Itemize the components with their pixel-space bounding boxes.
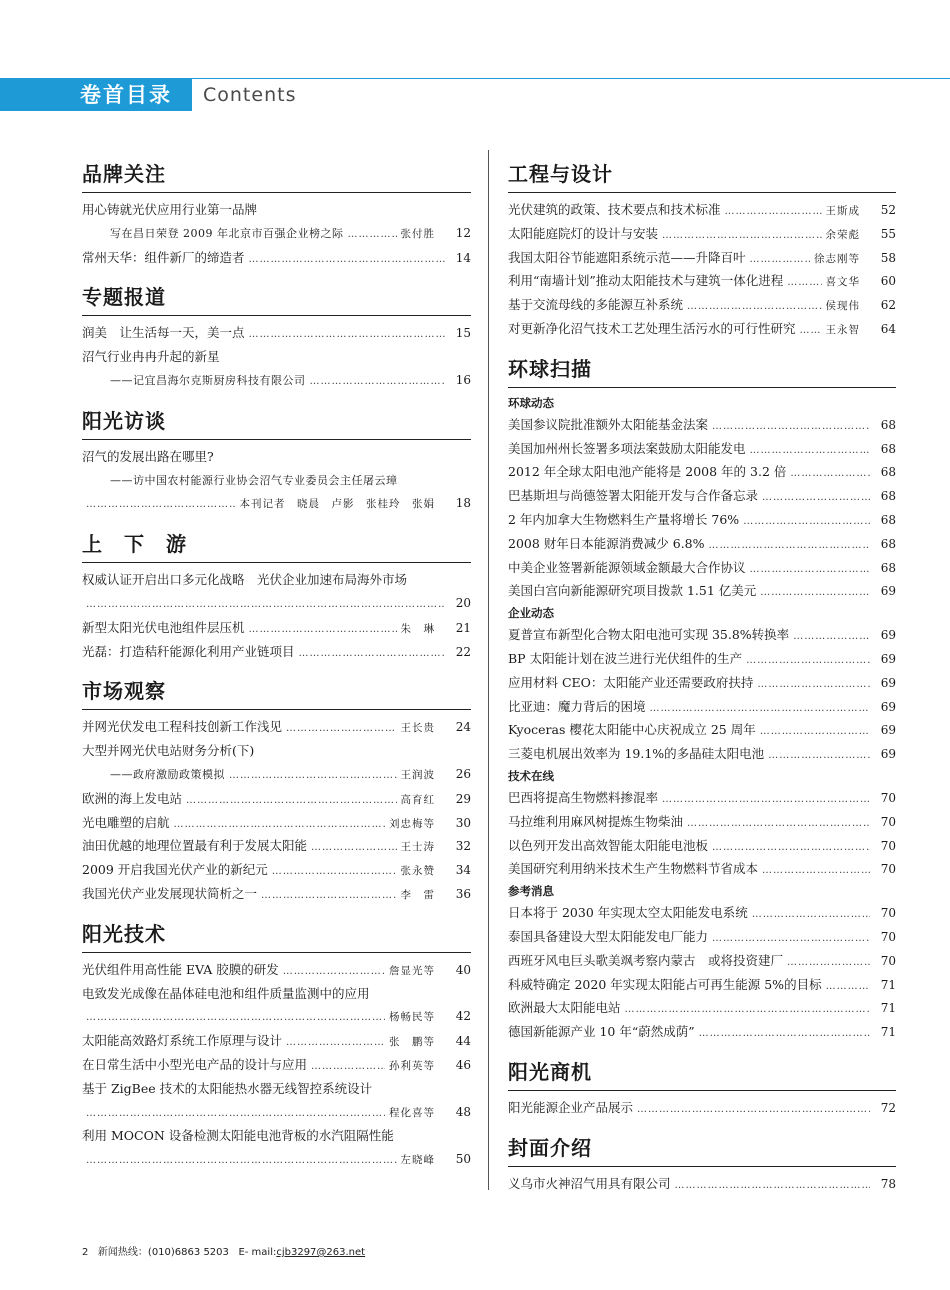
leader-dots <box>272 860 397 882</box>
toc-entry[interactable] <box>508 647 896 671</box>
toc-entry[interactable] <box>508 857 896 881</box>
leader-dots <box>662 224 821 246</box>
toc-entry[interactable] <box>82 982 471 1006</box>
entry-author: 李 雷 <box>400 888 435 901</box>
leader-dots <box>286 717 396 739</box>
entry-page: 30 <box>455 815 471 830</box>
entry-title: 日本将于 2030 年实现太空太阳能发电系统 <box>508 905 748 921</box>
toc-entry[interactable] <box>508 508 896 532</box>
section-title: 阳光技术 <box>82 920 471 953</box>
entry-title: 欧洲最大太阳能电站 <box>508 1000 621 1016</box>
leader-dots <box>675 1174 870 1196</box>
entry-page: 62 <box>880 298 896 313</box>
toc-entry[interactable] <box>82 715 471 739</box>
section-title: 阳光访谈 <box>82 407 471 440</box>
entry-page: 50 <box>455 1152 471 1167</box>
leader-dots <box>762 859 870 881</box>
entry-title: 中美企业签署新能源领域金额最大合作协议 <box>508 559 746 575</box>
entry-title: 基于 ZigBee 技术的太阳能热水器无线智控系统设计 <box>82 1080 373 1096</box>
page-number: 2 <box>82 1247 89 1258</box>
leader-dots <box>86 493 236 516</box>
entry-page: 70 <box>880 906 896 921</box>
entry-title: 阳光能源企业产品展示 <box>508 1099 634 1115</box>
entry-author: 朱 琳 <box>400 622 435 635</box>
toc-entry[interactable] <box>82 763 471 787</box>
leader-dots <box>743 510 870 532</box>
entry-title: ——记宜昌海尔克斯厨房科技有限公司 <box>110 373 306 387</box>
toc-section <box>82 530 471 663</box>
toc-entry[interactable] <box>82 834 471 858</box>
toc-entry[interactable] <box>508 532 896 556</box>
toc-entry[interactable] <box>508 973 896 997</box>
leader-dots <box>760 581 870 603</box>
subsection-label: 企业动态 <box>508 606 554 621</box>
toc-entry[interactable] <box>82 858 471 882</box>
toc-entry[interactable] <box>82 787 471 811</box>
entry-page: 52 <box>880 203 896 217</box>
entry-author: 徐志刚等 <box>814 252 860 265</box>
toc-entry[interactable] <box>82 492 471 516</box>
toc-entry[interactable] <box>508 460 896 484</box>
entry-page: 16 <box>455 372 471 387</box>
toc-entry[interactable] <box>508 222 896 246</box>
entry-author: 刘忠梅等 <box>389 817 435 830</box>
entry-page: 20 <box>455 595 471 610</box>
entry-title: 油田优越的地理位置最有利于发展太阳能 <box>82 838 308 854</box>
leader-dots <box>752 903 870 925</box>
entry-title: 在日常生活中小型光电产品的设计与应用 <box>82 1056 308 1072</box>
entry-author: 喜文华 <box>825 276 860 289</box>
entry-author: 王永智 <box>825 323 860 336</box>
entry-author: 张 鹏等 <box>389 1036 435 1049</box>
entry-author: 高育红 <box>400 793 435 806</box>
leader-dots <box>790 462 870 484</box>
leader-dots <box>826 975 870 997</box>
entry-page: 69 <box>880 723 896 738</box>
leader-dots <box>286 1031 385 1053</box>
entry-page: 29 <box>455 791 471 806</box>
entry-page: 18 <box>455 496 471 511</box>
email-label: E- mail: <box>238 1247 277 1258</box>
toc-entry[interactable] <box>508 695 896 719</box>
toc-entry[interactable] <box>508 1020 896 1044</box>
toc-section <box>82 160 471 269</box>
entry-title: 光伏建筑的政策、技术要点和技术标准 <box>508 202 721 217</box>
toc-section <box>82 677 471 905</box>
entry-author: 张永赞 <box>400 865 435 878</box>
toc-entry[interactable] <box>508 834 896 858</box>
toc-entry[interactable] <box>508 718 896 742</box>
entry-title: 常州天华：组件新厂的缔造者 <box>82 249 245 265</box>
leader-dots <box>311 1055 385 1077</box>
section-title: 环球扫描 <box>508 355 896 388</box>
entry-page: 69 <box>880 651 896 666</box>
toc-entry[interactable] <box>82 1029 471 1053</box>
entry-page: 36 <box>455 886 471 901</box>
leader-dots <box>310 370 446 393</box>
entry-title: 应用材料 CEO：太阳能产业还需要政府扶持 <box>508 674 754 690</box>
entry-page: 60 <box>880 274 896 289</box>
section-title: 封面介绍 <box>508 1134 896 1167</box>
leader-dots <box>787 271 821 293</box>
entry-title: Kyoceras 樱花太阳能中心庆祝成立 25 周年 <box>508 722 756 738</box>
entry-title: 三菱电机展出效率为 19.1%的多晶硅太阳电池 <box>508 746 765 762</box>
entry-page: 69 <box>880 675 896 690</box>
entry-page: 14 <box>455 250 471 265</box>
entry-page: 15 <box>455 326 471 341</box>
entry-page: 68 <box>880 441 896 456</box>
entry-page: 42 <box>455 1009 471 1024</box>
toc-entry[interactable] <box>508 1096 896 1120</box>
entry-title: 我国太阳谷节能遮阳系统示范——升降百叶 <box>508 249 746 265</box>
left-column <box>82 150 471 1172</box>
toc-entry[interactable] <box>82 739 471 763</box>
leader-dots <box>709 534 870 556</box>
entry-page: 71 <box>880 1025 896 1040</box>
entry-title: ——访中国农村能源行业协会沼气专业委员会主任屠云璋 <box>110 473 398 487</box>
entry-title: 2009 开启我国光伏产业的新纪元 <box>82 862 268 878</box>
toc-entry[interactable] <box>508 579 896 603</box>
entry-title: 太阳能庭院灯的设计与安装 <box>508 225 659 241</box>
toc-entry[interactable] <box>82 811 471 835</box>
entry-author: 程化喜等 <box>389 1106 435 1119</box>
entry-title: 以色列开发出高效智能太阳能电池板 <box>508 837 709 853</box>
leader-dots <box>712 836 870 858</box>
entry-page: 70 <box>880 862 896 877</box>
entry-page: 32 <box>455 839 471 854</box>
leader-dots <box>750 558 870 580</box>
entry-title: 2012 年全球太阳电池产能将是 2008 年的 3.2 倍 <box>508 464 787 480</box>
toc-entry[interactable] <box>508 901 896 925</box>
news-hotline: 新闻热线：(010)6863 5203 <box>97 1247 229 1258</box>
toc-entry[interactable] <box>508 317 896 341</box>
leader-dots <box>760 720 870 742</box>
toc-entry[interactable] <box>82 1148 471 1172</box>
entry-title: 比亚迪：魔力背后的困境 <box>508 698 646 714</box>
entry-page: 68 <box>880 417 896 432</box>
toc-entry[interactable] <box>508 246 896 270</box>
toc-entry[interactable] <box>508 949 896 973</box>
toc-entry[interactable] <box>82 469 471 493</box>
entry-author: 詹显光等 <box>389 964 435 977</box>
entry-title: 对更新净化沼气技术工艺处理生活污水的可行性研究 <box>508 320 796 336</box>
toc-section <box>508 355 896 1044</box>
entry-title: 用心铸就光伏应用行业第一品牌 <box>82 202 258 217</box>
toc-entry[interactable] <box>82 1077 471 1101</box>
entry-title: 巴西将提高生物燃料掺混率 <box>508 789 659 805</box>
entry-page: 69 <box>880 699 896 714</box>
entry-page: 70 <box>880 953 896 968</box>
toc-entry[interactable] <box>82 345 471 369</box>
entry-title: 太阳能高效路灯系统工作原理与设计 <box>82 1033 283 1049</box>
leader-dots <box>186 789 396 811</box>
entry-page: 44 <box>455 1034 471 1049</box>
toc-entry[interactable] <box>508 413 896 437</box>
toc-entry[interactable] <box>82 1101 471 1125</box>
toc-entry[interactable] <box>82 1005 471 1029</box>
toc-entry[interactable] <box>82 616 471 640</box>
toc-entry[interactable] <box>508 810 896 834</box>
leader-dots <box>750 439 870 461</box>
entry-page: 22 <box>455 644 471 659</box>
entry-author: 王润波 <box>400 768 435 781</box>
section-title: 工程与设计 <box>508 160 896 193</box>
toc-section <box>82 920 471 1172</box>
entry-title: 润美 让生活每一天，美一点 <box>82 325 245 341</box>
entry-page: 71 <box>880 977 896 992</box>
entry-title: 基于交流母线的多能源互补系统 <box>508 297 684 313</box>
entry-title: 西班牙风电巨头歌美飒考察内蒙古 或将投资建厂 <box>508 952 784 968</box>
entry-page: 68 <box>880 512 896 527</box>
entry-author: 王斯成 <box>825 205 860 217</box>
leader-dots <box>86 593 445 616</box>
subsection-label: 环球动态 <box>508 395 554 410</box>
toc-entry[interactable] <box>508 671 896 695</box>
column-divider <box>488 150 489 1190</box>
entry-page: 48 <box>455 1104 471 1119</box>
toc-entry[interactable] <box>508 1172 896 1196</box>
entry-page: 58 <box>880 250 896 265</box>
entry-page: 55 <box>880 226 896 241</box>
toc-section <box>508 1058 896 1120</box>
leader-dots <box>311 836 396 858</box>
section-title: 专题报道 <box>82 283 471 316</box>
entry-title: 巴基斯坦与尚德签署太阳能开发与合作备忘录 <box>508 488 759 504</box>
entry-author: 本刊记者 晓晨 卢影 张桂玲 张娟 <box>239 498 435 511</box>
subsection-label: 参考消息 <box>508 884 554 899</box>
entry-title: 美国加州州长签署多项法案鼓励太阳能发电 <box>508 440 746 456</box>
toc-entry[interactable] <box>508 742 896 766</box>
entry-page: 72 <box>880 1100 896 1115</box>
entry-title: 夏普宣布新型化合物太阳电池可实现 35.8%转换率 <box>508 627 790 643</box>
email-link[interactable]: cjb3297@263.net <box>276 1247 366 1258</box>
leader-dots <box>86 1102 385 1125</box>
entry-page: 71 <box>880 1001 896 1016</box>
toc-section <box>508 160 896 341</box>
toc-entry[interactable] <box>508 996 896 1020</box>
toc-entry[interactable] <box>82 445 471 469</box>
leader-dots <box>787 951 870 973</box>
toc-entry[interactable] <box>508 198 896 222</box>
leader-dots <box>712 415 870 437</box>
entry-author: 余荣彪 <box>825 228 860 241</box>
leader-dots <box>687 812 870 834</box>
subsection-label: 技术在线 <box>508 768 554 783</box>
entry-page: 12 <box>455 225 471 240</box>
leader-dots <box>86 1149 397 1172</box>
entry-title: 利用 MOCON 设备检测太阳能电池背板的水汽阻隔性能 <box>82 1128 394 1144</box>
leader-dots <box>637 1098 870 1120</box>
entry-title: 沼气的发展出路在哪里? <box>82 448 214 464</box>
toc-entry[interactable] <box>82 222 471 246</box>
entry-title: 2008 财年日本能源消费减少 6.8% <box>508 535 705 551</box>
entry-page: 78 <box>880 1176 896 1191</box>
entry-title: 新型太阳光伏电池组件层压机 <box>82 619 245 635</box>
leader-dots <box>650 697 870 719</box>
toc-entry[interactable] <box>82 592 471 616</box>
toc-entry[interactable] <box>82 198 471 222</box>
entry-page: 40 <box>455 962 471 977</box>
entry-page: 70 <box>880 929 896 944</box>
leader-dots <box>229 764 397 787</box>
leader-dots <box>687 295 821 317</box>
entry-title: 光电雕塑的启航 <box>82 814 170 830</box>
leader-dots <box>699 1022 870 1044</box>
toc-section <box>508 1134 896 1196</box>
leader-dots <box>299 642 445 664</box>
entry-title: 写在昌日荣登 2009 年北京市百强企业榜之际 <box>110 226 344 240</box>
leader-dots <box>762 486 870 508</box>
toc-entry[interactable] <box>508 293 896 317</box>
toc-entry[interactable] <box>508 437 896 461</box>
section-title: 品牌关注 <box>82 160 471 193</box>
entry-title: 光伏组件用高性能 EVA 胶膜的研发 <box>82 961 279 977</box>
entry-title: 科威特确定 2020 年实现太阳能占可再生能源 5%的目标 <box>508 976 822 992</box>
entry-page: 24 <box>455 720 471 735</box>
entry-author: 孙利英等 <box>389 1059 435 1072</box>
toc-entry[interactable] <box>82 958 471 982</box>
entry-page: 26 <box>455 766 471 781</box>
entry-author: 王士涛 <box>400 841 435 854</box>
toc-entry[interactable] <box>82 1124 471 1148</box>
entry-title: 欧洲的海上发电站 <box>82 790 183 806</box>
toc-entry[interactable] <box>508 556 896 580</box>
leader-dots <box>793 625 870 647</box>
entry-title: 大型并网光伏电站财务分析(下) <box>82 743 255 759</box>
leader-dots <box>249 618 397 640</box>
entry-author: 杨畅民等 <box>389 1011 435 1024</box>
entry-author: 左晓峰 <box>400 1154 435 1167</box>
entry-title: 美国白宫向新能源研究项目拨款 1.51 亿美元 <box>508 583 757 599</box>
section-title: 市场观察 <box>82 677 471 710</box>
toc-entry[interactable] <box>82 640 471 664</box>
leader-dots <box>249 248 445 270</box>
leader-dots <box>348 223 397 246</box>
entry-title: BP 太阳能计划在波兰进行光伏组件的生产 <box>508 650 743 666</box>
entry-page: 68 <box>880 536 896 551</box>
entry-title: 泰国具备建设大型太阳能发电厂能力 <box>508 928 709 944</box>
entry-page: 68 <box>880 489 896 504</box>
toc-section <box>82 407 471 516</box>
entry-title: 马拉维利用麻风树提炼生物柴油 <box>508 813 684 829</box>
right-column <box>508 150 896 1196</box>
entry-page: 68 <box>880 465 896 480</box>
entry-title: 2 年内加拿大生物燃料生产量将增长 76% <box>508 511 740 527</box>
entry-page: 69 <box>880 747 896 762</box>
toc-entry[interactable] <box>82 321 471 345</box>
entry-page: 70 <box>880 814 896 829</box>
entry-title: 我国光伏产业发展现状简析之一 <box>82 885 258 901</box>
toc-entry[interactable] <box>508 484 896 508</box>
entry-author: 王长贵 <box>400 722 435 735</box>
leader-dots <box>662 788 870 810</box>
entry-title: 并网光伏发电工程科技创新工作浅见 <box>82 719 283 735</box>
entry-page: 64 <box>880 321 896 336</box>
leader-dots <box>757 673 870 695</box>
leader-dots <box>283 960 385 982</box>
toc-entry[interactable] <box>508 623 896 647</box>
entry-author: 张付胜 <box>400 227 435 240</box>
leader-dots <box>746 649 870 671</box>
entry-page: 69 <box>880 584 896 599</box>
toc-entry[interactable] <box>82 568 471 592</box>
leader-dots <box>712 927 870 949</box>
leader-dots <box>261 884 396 906</box>
toc-entry[interactable] <box>82 882 471 906</box>
entry-page: 70 <box>880 838 896 853</box>
toc-section <box>82 283 471 392</box>
entry-title: ——政府激励政策模拟 <box>110 767 225 781</box>
toc-entry[interactable] <box>508 269 896 293</box>
entry-page: 69 <box>880 628 896 643</box>
footer <box>82 1243 365 1258</box>
entry-title: 光磊：打造秸秆能源化利用产业链项目 <box>82 643 295 659</box>
toc-entry[interactable] <box>82 1053 471 1077</box>
toc-entry[interactable] <box>508 925 896 949</box>
section-title: 上 下 游 <box>82 530 471 563</box>
leader-dots <box>86 1006 385 1029</box>
entry-title: 电致发光成像在晶体硅电池和组件质量监测中的应用 <box>82 985 370 1001</box>
leader-dots <box>174 813 385 835</box>
leader-dots <box>625 998 870 1020</box>
page-title: 卷首目录 <box>80 83 172 107</box>
entry-title: 义乌市火神沼气用具有限公司 <box>508 1175 671 1191</box>
leader-dots <box>768 744 870 766</box>
toc-entry[interactable] <box>508 786 896 810</box>
entry-page: 46 <box>455 1057 471 1072</box>
entry-page: 21 <box>455 620 471 635</box>
leader-dots <box>750 248 810 270</box>
entry-page: 70 <box>880 790 896 805</box>
page-title-english: Contents <box>203 84 297 106</box>
entry-title: 德国新能源产业 10 年“蔚然成荫” <box>508 1024 695 1040</box>
entry-title: 沼气行业冉冉升起的新星 <box>82 349 220 365</box>
leader-dots <box>249 323 445 345</box>
toc-entry[interactable] <box>82 246 471 270</box>
entry-title: 利用“南墙计划”推动太阳能技术与建筑一体化进程 <box>508 273 784 289</box>
leader-dots <box>800 319 822 341</box>
section-title: 阳光商机 <box>508 1058 896 1091</box>
entry-title: 权威认证开启出口多元化战略 光伏企业加速布局海外市场 <box>82 572 408 588</box>
entry-title: 美国参议院批准额外太阳能基金法案 <box>508 416 709 432</box>
entry-title: 美国研究利用纳米技术生产生物燃料节省成本 <box>508 861 759 877</box>
leader-dots <box>725 200 822 222</box>
entry-author: 侯现伟 <box>825 300 860 313</box>
entry-page: 68 <box>880 560 896 575</box>
entry-page: 34 <box>455 863 471 878</box>
toc-entry[interactable] <box>82 369 471 393</box>
